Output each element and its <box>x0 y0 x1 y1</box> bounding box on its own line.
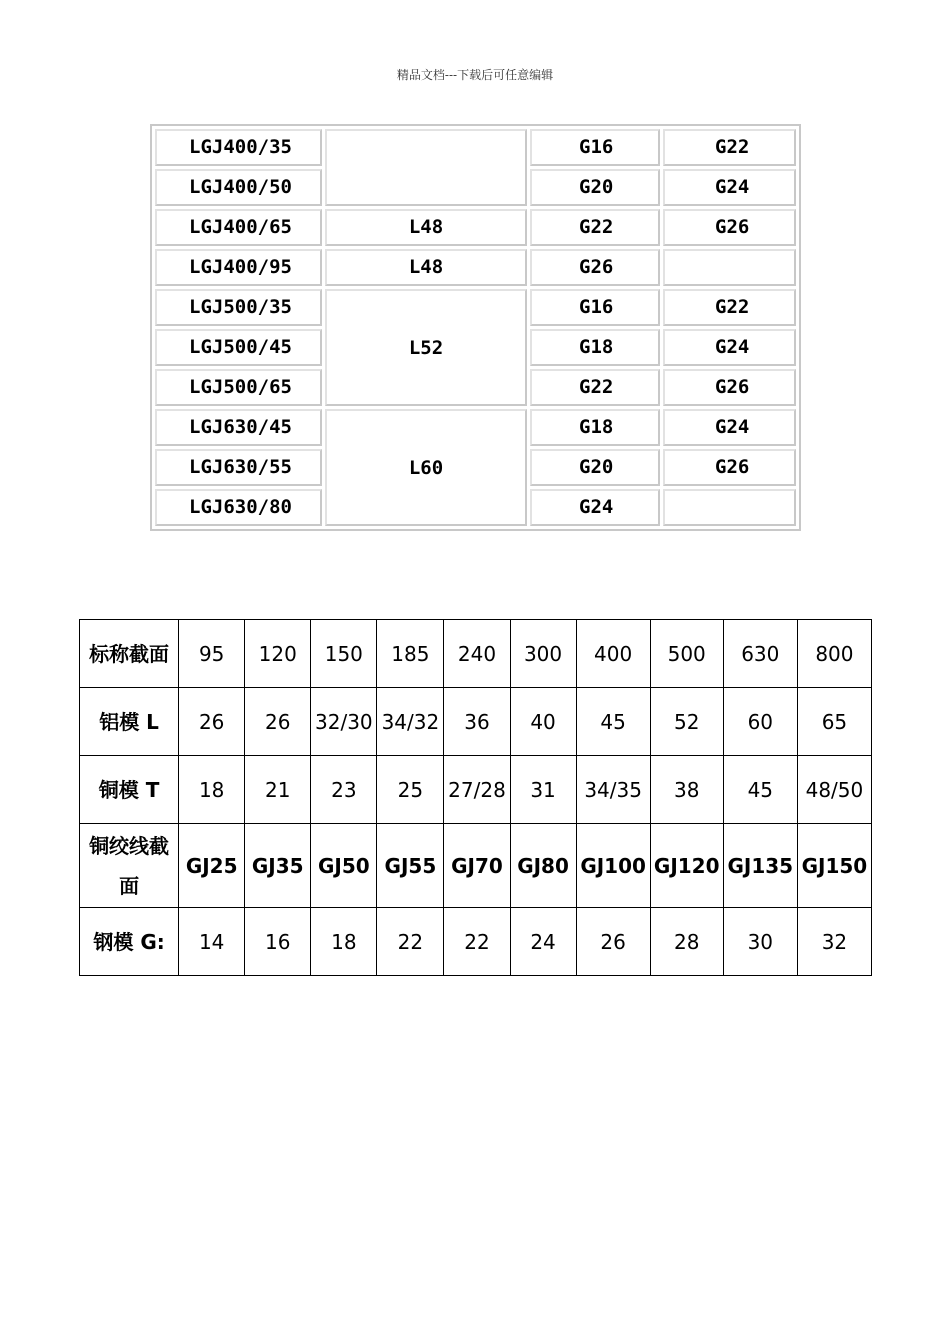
aluminum-die-cell <box>325 129 527 206</box>
row-label-cell: 铜模 T <box>80 756 179 824</box>
value-cell: 45 <box>723 756 797 824</box>
steel-die-alt-cell: G24 <box>663 409 796 446</box>
aluminum-die-cell: L48 <box>325 209 527 246</box>
steel-die-alt-cell: G26 <box>663 209 796 246</box>
value-cell: 32 <box>797 908 871 976</box>
steel-die-alt-cell: G26 <box>663 449 796 486</box>
value-cell: GJ70 <box>444 824 510 908</box>
value-cell: 34/32 <box>377 688 444 756</box>
die-mapping-table <box>150 124 801 531</box>
value-cell: 40 <box>510 688 576 756</box>
value-cell: 26 <box>179 688 245 756</box>
die-spec-table <box>79 619 872 976</box>
conductor-model-cell: LGJ400/95 <box>155 249 322 286</box>
steel-die-cell: G18 <box>530 329 660 366</box>
value-cell: GJ35 <box>245 824 311 908</box>
value-cell: 185 <box>377 620 444 688</box>
conductor-model-cell: LGJ400/65 <box>155 209 322 246</box>
value-cell: 18 <box>179 756 245 824</box>
steel-die-alt-cell: G26 <box>663 369 796 406</box>
steel-die-cell: G16 <box>530 129 660 166</box>
value-cell: 21 <box>245 756 311 824</box>
steel-die-cell: G22 <box>530 209 660 246</box>
value-cell: 28 <box>650 908 723 976</box>
page-header: 精品文档---下载后可任意编辑 <box>396 68 554 82</box>
value-cell: 400 <box>576 620 650 688</box>
conductor-model-cell: LGJ500/35 <box>155 289 322 326</box>
value-cell: 24 <box>510 908 576 976</box>
conductor-model-cell: LGJ630/80 <box>155 489 322 526</box>
aluminum-die-cell: L52 <box>325 289 527 406</box>
steel-die-cell: G26 <box>530 249 660 286</box>
value-cell: 800 <box>797 620 871 688</box>
value-cell: GJ25 <box>179 824 245 908</box>
conductor-model-cell: LGJ630/45 <box>155 409 322 446</box>
value-cell: GJ120 <box>650 824 723 908</box>
steel-die-cell: G22 <box>530 369 660 406</box>
table-row <box>80 908 872 976</box>
value-cell: GJ135 <box>723 824 797 908</box>
steel-die-alt-cell: G24 <box>663 329 796 366</box>
value-cell: GJ100 <box>576 824 650 908</box>
value-cell: GJ50 <box>311 824 377 908</box>
steel-die-alt-cell: G22 <box>663 129 796 166</box>
conductor-model-cell: LGJ500/45 <box>155 329 322 366</box>
steel-die-cell: G18 <box>530 409 660 446</box>
value-cell: 26 <box>576 908 650 976</box>
value-cell: 16 <box>245 908 311 976</box>
steel-die-cell: G20 <box>530 169 660 206</box>
table-row <box>80 688 872 756</box>
table-row <box>155 409 796 446</box>
table-row <box>80 620 872 688</box>
conductor-model-cell: LGJ400/35 <box>155 129 322 166</box>
value-cell: GJ150 <box>797 824 871 908</box>
value-cell: 18 <box>311 908 377 976</box>
value-cell: 14 <box>179 908 245 976</box>
value-cell: 500 <box>650 620 723 688</box>
aluminum-die-cell: L60 <box>325 409 527 526</box>
conductor-model-cell: LGJ400/50 <box>155 169 322 206</box>
value-cell: 95 <box>179 620 245 688</box>
table-row <box>155 289 796 326</box>
steel-die-alt-cell <box>663 489 796 526</box>
value-cell: 60 <box>723 688 797 756</box>
value-cell: 120 <box>245 620 311 688</box>
row-label-cell: 铜绞线截面 <box>80 824 179 908</box>
table-row <box>80 756 872 824</box>
value-cell: GJ55 <box>377 824 444 908</box>
value-cell: 22 <box>377 908 444 976</box>
row-label-cell: 标称截面 <box>80 620 179 688</box>
value-cell: 52 <box>650 688 723 756</box>
value-cell: 45 <box>576 688 650 756</box>
steel-die-cell: G20 <box>530 449 660 486</box>
table-row <box>155 209 796 246</box>
value-cell: 36 <box>444 688 510 756</box>
aluminum-die-cell: L48 <box>325 249 527 286</box>
value-cell: 25 <box>377 756 444 824</box>
table-row <box>80 824 872 908</box>
steel-die-alt-cell: G22 <box>663 289 796 326</box>
value-cell: GJ80 <box>510 824 576 908</box>
value-cell: 300 <box>510 620 576 688</box>
value-cell: 630 <box>723 620 797 688</box>
value-cell: 48/50 <box>797 756 871 824</box>
value-cell: 23 <box>311 756 377 824</box>
value-cell: 150 <box>311 620 377 688</box>
row-label-cell: 铝模 L <box>80 688 179 756</box>
value-cell: 31 <box>510 756 576 824</box>
value-cell: 38 <box>650 756 723 824</box>
row-label-cell: 钢模 G: <box>80 908 179 976</box>
steel-die-cell: G24 <box>530 489 660 526</box>
conductor-model-cell: LGJ630/55 <box>155 449 322 486</box>
conductor-model-cell: LGJ500/65 <box>155 369 322 406</box>
value-cell: 240 <box>444 620 510 688</box>
steel-die-alt-cell <box>663 249 796 286</box>
value-cell: 22 <box>444 908 510 976</box>
value-cell: 30 <box>723 908 797 976</box>
table-row <box>155 249 796 286</box>
steel-die-alt-cell: G24 <box>663 169 796 206</box>
value-cell: 32/30 <box>311 688 377 756</box>
value-cell: 34/35 <box>576 756 650 824</box>
value-cell: 65 <box>797 688 871 756</box>
value-cell: 27/28 <box>444 756 510 824</box>
table-row <box>155 129 796 166</box>
value-cell: 26 <box>245 688 311 756</box>
steel-die-cell: G16 <box>530 289 660 326</box>
